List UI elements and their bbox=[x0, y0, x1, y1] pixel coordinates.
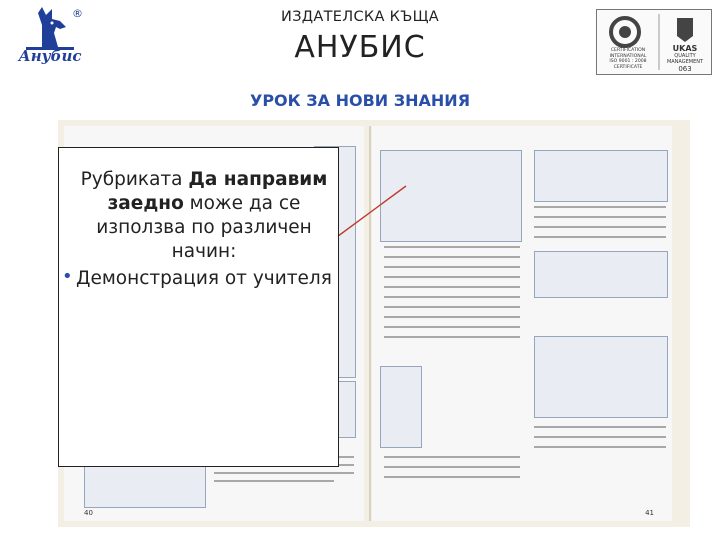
cert-text-left: CERTIFICATION INTERNATIONAL ISO 9001 : 2008 CERTIFICATE bbox=[609, 48, 647, 70]
page-number-left: 40 bbox=[84, 509, 93, 517]
bullet-icon: • bbox=[62, 266, 73, 287]
publisher-name-line2: АНУБИС bbox=[294, 30, 426, 65]
callout-intro-text: Рубриката Да направим заедно може да се използва по различен начин: bbox=[80, 169, 328, 262]
page-number-right: 41 bbox=[645, 509, 654, 517]
callout-bullet-item: Демонстрация от учителя bbox=[76, 268, 332, 289]
registered-mark: ® bbox=[72, 7, 83, 20]
logo-text: Анубис bbox=[18, 47, 82, 65]
callout-box bbox=[58, 147, 339, 467]
cert-text-right: UKAS QUALITY MANAGEMENT 063 bbox=[666, 44, 704, 73]
publisher-name-line1: ИЗДАТЕЛСКА КЪЩА bbox=[281, 9, 439, 25]
lesson-title: УРОК ЗА НОВИ ЗНАНИЯ bbox=[249, 91, 471, 110]
